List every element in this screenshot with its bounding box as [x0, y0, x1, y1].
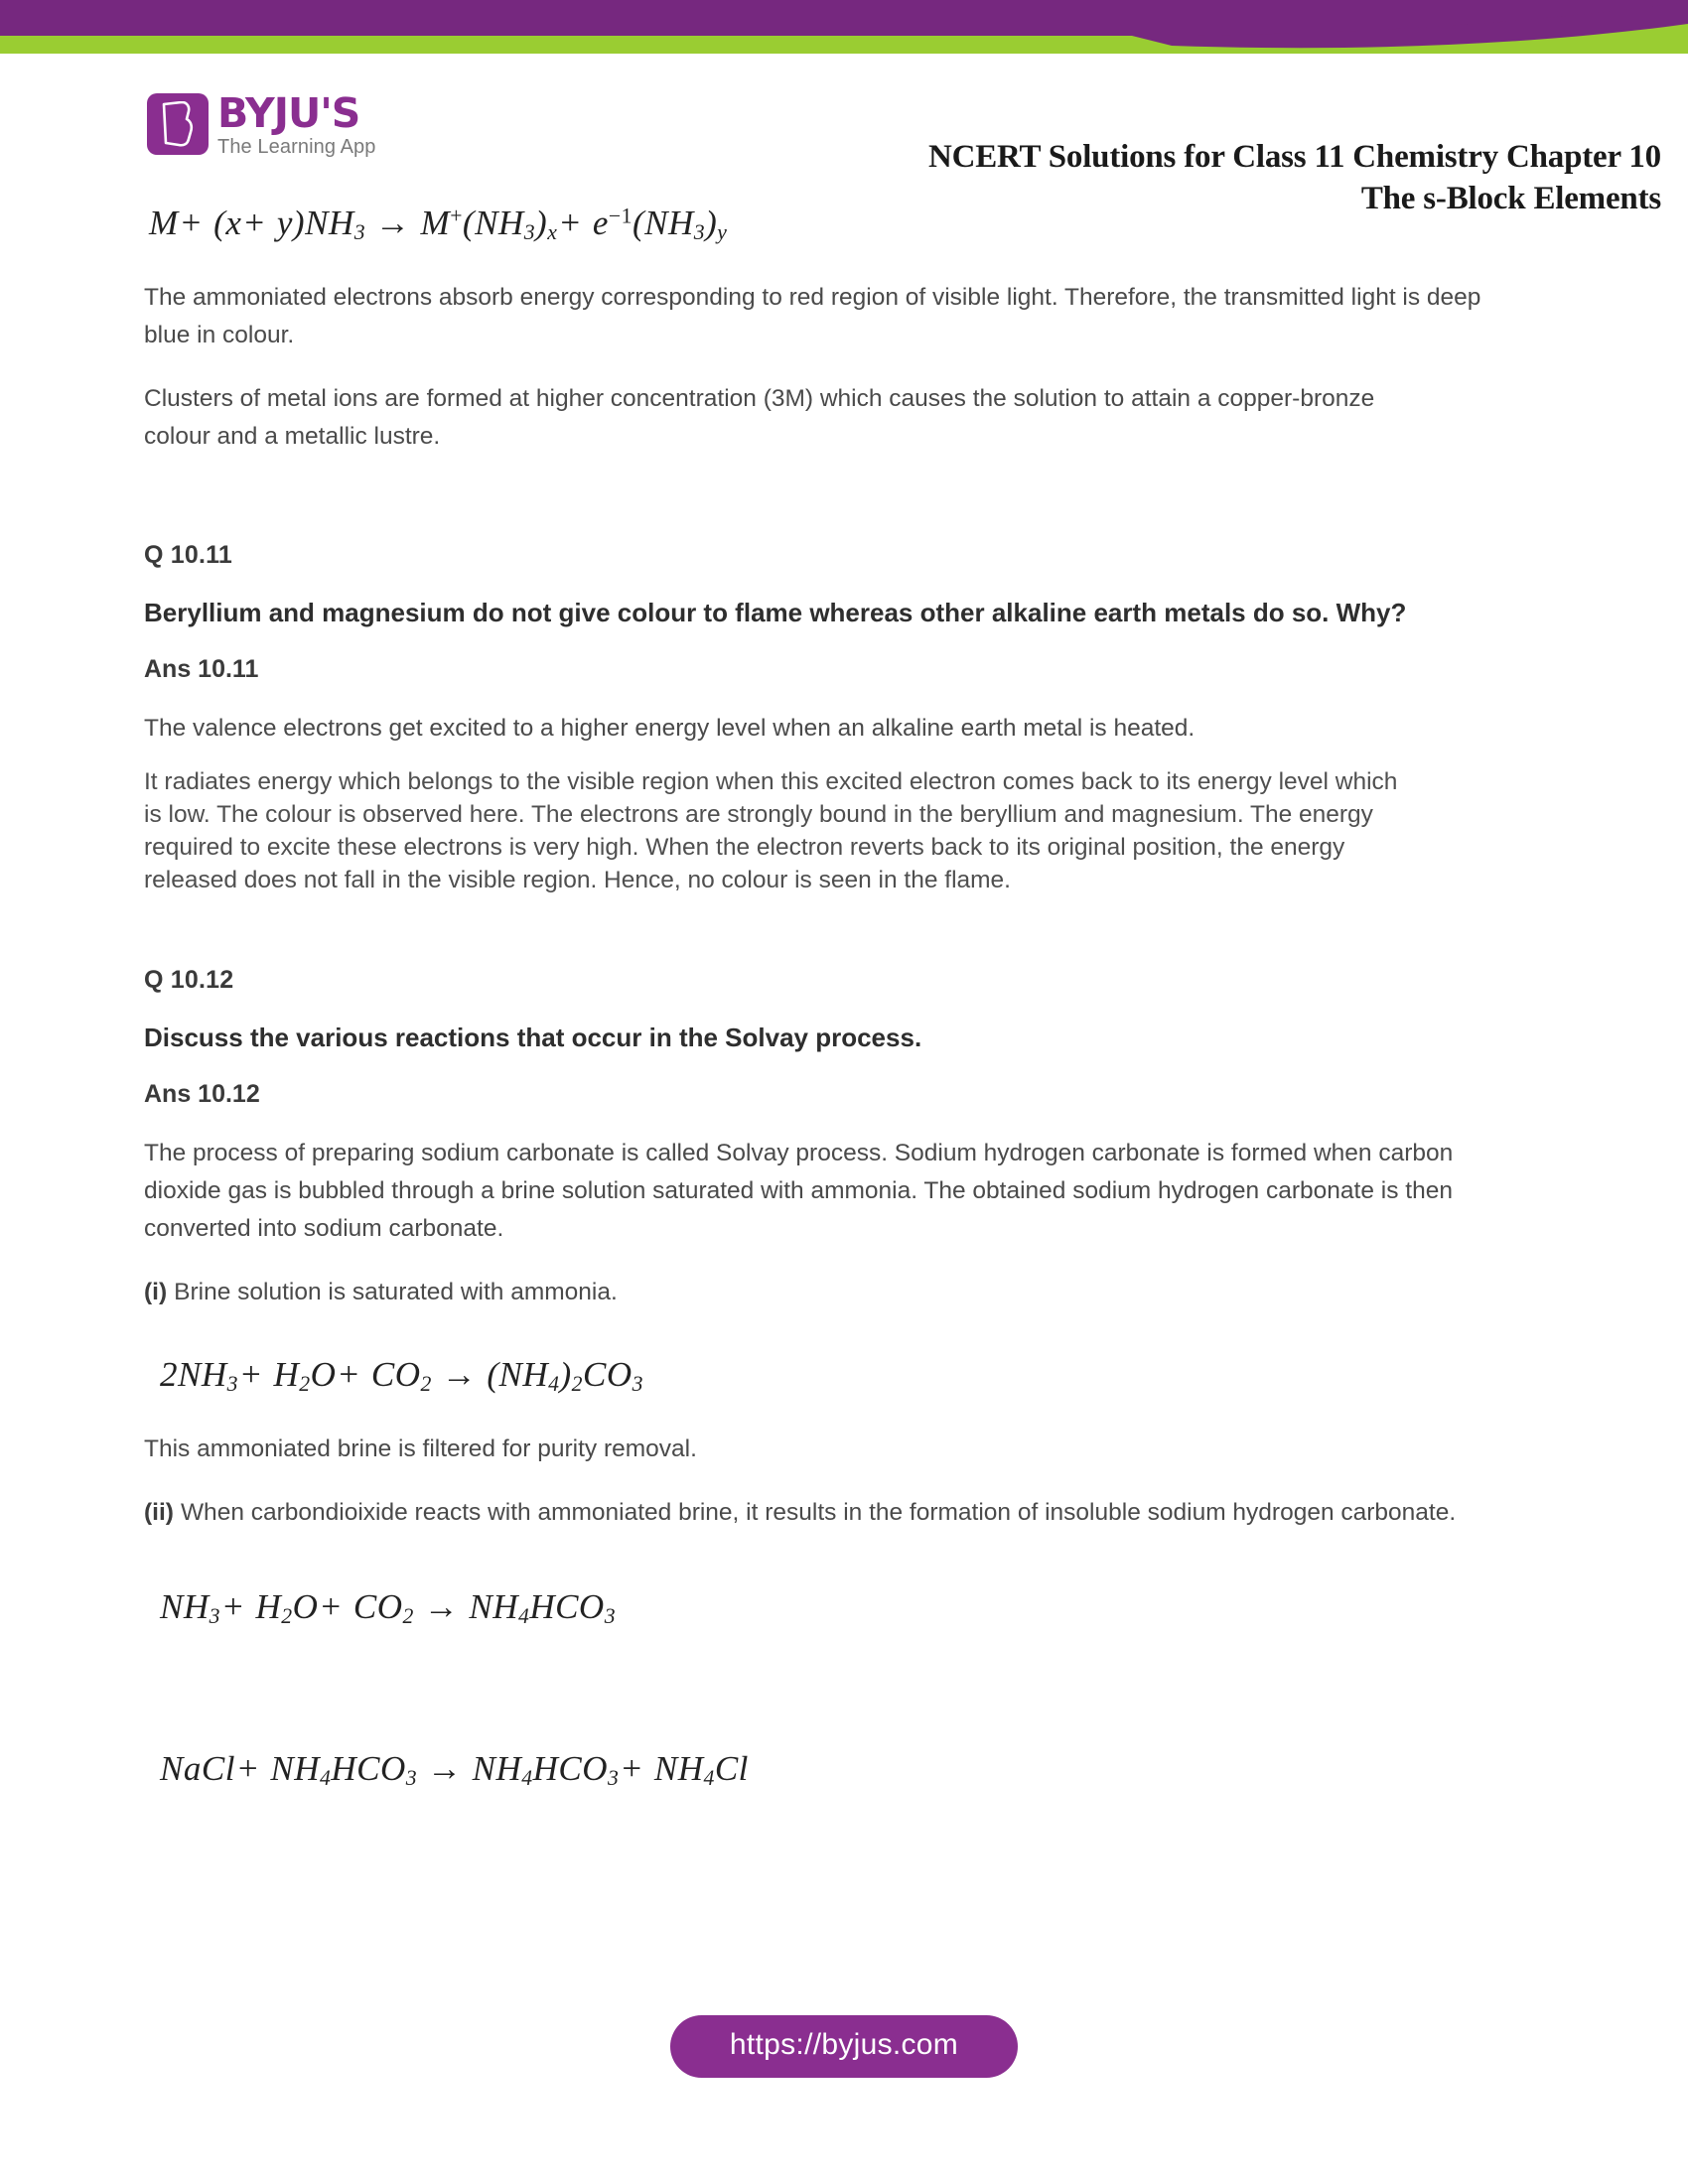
- eq1-e-open: (: [632, 204, 645, 242]
- eq2-nh-sub4: 4: [548, 1372, 560, 1397]
- eq3-nh: NH: [469, 1587, 518, 1627]
- eq1-y: y: [276, 204, 293, 242]
- eq3-hco: HCO: [529, 1587, 605, 1627]
- eq2-o: O: [310, 1355, 337, 1395]
- answer-10-11-paragraph-2: It radiates energy which belongs to the visible region when this excited electron comes back to its energy level which is low. The colour is observed here. The electrons are strongly bound in the beryllium and magnesium. The energy required to excite these electrons is very high. When the electron reverts back to its original position, the energy released does not fall in the visible region. Hence, no colour is seen in the flame.: [144, 768, 1398, 894]
- eq1-e-nh3-sub: 3: [693, 220, 706, 245]
- banner-purple-sweep: [1132, 2, 1688, 48]
- eq4-nh-product-sub4: 4: [521, 1765, 533, 1790]
- equation-2: [160, 1355, 1554, 1397]
- banner-purple-stripe: [0, 0, 1688, 36]
- eq2-plus-2: +: [339, 1355, 359, 1395]
- equation-3: [160, 1587, 1554, 1629]
- eq1-nh3: NH: [305, 204, 354, 242]
- answer-label-10-12: Ans 10.12: [144, 1080, 260, 1109]
- eq3-plus-2: +: [321, 1587, 342, 1627]
- eq3-co-sub: 2: [402, 1604, 414, 1629]
- logo-title: BYJU'S: [217, 89, 360, 137]
- document-body: [144, 204, 1554, 1791]
- eq2-arrow: →: [441, 1355, 478, 1395]
- banner-green-stripe: [0, 0, 1688, 54]
- eq1-r-open: (: [462, 204, 476, 242]
- eq1-e: e: [592, 204, 609, 242]
- eq3-arrow: →: [423, 1587, 460, 1627]
- document-header: [0, 62, 1688, 216]
- eq1-x: x: [225, 204, 242, 242]
- list-marker-i: (i): [144, 1279, 168, 1306]
- eq4-plus-2: +: [622, 1748, 642, 1788]
- list-item-i-text: Brine solution is saturated with ammonia.: [174, 1279, 618, 1306]
- eq4-hco-product-sub3: 3: [608, 1765, 620, 1790]
- eq4-nh-chloride-sub4: 4: [703, 1765, 715, 1790]
- eq1-r-nh3-sub: 3: [523, 220, 536, 245]
- eq2-h-sub: 2: [299, 1372, 311, 1397]
- paragraph-brine-filtered: This ammoniated brine is filtered for purity removal.: [144, 1435, 697, 1463]
- paragraph-metal-ion-clusters: Clusters of metal ions are formed at higher concentration (3M) which causes the solution to attain a copper-bronze colour and a metallic lustre.: [144, 385, 1375, 451]
- eq2-close: ): [559, 1355, 572, 1395]
- eq4-hco: HCO: [331, 1748, 406, 1788]
- eq1-m-charge: +: [450, 204, 463, 228]
- eq2-co: CO: [370, 1355, 421, 1395]
- eq2-plus-1: +: [240, 1355, 262, 1395]
- eq1-plus-1: +: [181, 204, 202, 242]
- eq4-nh-sub4: 4: [320, 1765, 332, 1790]
- byjus-url-button[interactable]: https://byjus.com: [670, 2015, 1018, 2078]
- eq1-plus-2: +: [244, 204, 265, 242]
- list-item-ii: [144, 1494, 1534, 1532]
- page-title-line-2: The s-Block Elements: [1360, 181, 1661, 216]
- eq1-nh3-sub: 3: [353, 220, 366, 245]
- eq1-arrow: →: [375, 204, 411, 242]
- eq3-nh3-sub: 3: [209, 1604, 220, 1629]
- list-marker-ii: (ii): [144, 1499, 174, 1527]
- equation-4: [160, 1749, 1554, 1791]
- eq4-nacl: NaCl: [160, 1748, 235, 1788]
- eq1-paren-close: ): [292, 204, 306, 242]
- list-item-i: [144, 1274, 1554, 1311]
- eq2-coefficient: 2: [160, 1355, 178, 1395]
- question-label-10-11: Q 10.11: [144, 541, 232, 570]
- byjus-b-logo-icon: [147, 93, 209, 155]
- eq4-nh-product: NH: [472, 1748, 522, 1788]
- eq4-hco-sub3: 3: [405, 1765, 418, 1790]
- eq2-sub2: 2: [571, 1372, 583, 1397]
- eq2-nh3: NH: [178, 1355, 227, 1395]
- page-title-line-1: NCERT Solutions for Class 11 Chemistry Chapter 10: [927, 139, 1661, 175]
- paragraph-ammoniated-electrons: The ammoniated electrons absorb energy corresponding to red region of visible light. Therefore, the transmitted light is deep blue in colour.: [144, 284, 1481, 349]
- eq2-nh3-sub: 3: [226, 1372, 238, 1397]
- equation-1: [149, 204, 1554, 245]
- eq2-h: H: [273, 1355, 300, 1395]
- eq4-hco-product: HCO: [532, 1748, 609, 1788]
- eq1-e-charge: −1: [608, 204, 633, 228]
- question-text-10-12: Discuss the various reactions that occur in the Solvay process.: [144, 1023, 922, 1053]
- eq4-nh-chloride: NH: [653, 1748, 704, 1788]
- byjus-logo[interactable]: [147, 89, 376, 158]
- eq4-nh: NH: [270, 1748, 321, 1788]
- eq3-nh-sub4: 4: [517, 1604, 530, 1629]
- answer-10-11-paragraph-1: The valence electrons get excited to a higher energy level when an alkaline earth metal is heated.: [144, 715, 1196, 743]
- eq1-e-nh3: NH: [644, 204, 694, 242]
- eq3-h-sub: 2: [281, 1604, 293, 1629]
- eq3-hco-sub3: 3: [604, 1604, 617, 1629]
- eq2-co-sub: 2: [420, 1372, 432, 1397]
- question-text-10-11: Beryllium and magnesium do not give colour to flame whereas other alkaline earth metals do so. Why?: [144, 598, 1407, 628]
- eq1-e-close: ): [705, 204, 718, 242]
- eq3-plus-1: +: [222, 1587, 244, 1627]
- eq4-plus-1: +: [237, 1748, 259, 1788]
- page-footer: [0, 2015, 1688, 2078]
- eq3-nh3: NH: [160, 1587, 210, 1627]
- answer-10-12-paragraph-1: The process of preparing sodium carbonate is called Solvay process. Sodium hydrogen carbonate is formed when carbon dioxide gas is bubbled through a brine solution saturated with ammonia. The obtained sodium hydrogen carbonate is then converted into sodium carbonate.: [144, 1140, 1454, 1243]
- eq1-e-sub-y: y: [717, 220, 728, 245]
- eq1-plus-3: +: [560, 204, 581, 242]
- eq3-h: H: [255, 1587, 282, 1627]
- logo-subtitle: The Learning App: [217, 136, 376, 158]
- eq1-paren-open: (: [213, 204, 226, 242]
- eq1-m-ion: M: [420, 204, 451, 242]
- eq1-r-close: ): [535, 204, 548, 242]
- eq1-r-sub-x: x: [547, 220, 558, 245]
- eq1-r-nh3: NH: [475, 204, 524, 242]
- eq2-nh: NH: [498, 1355, 549, 1395]
- eq3-co: CO: [352, 1587, 403, 1627]
- eq4-cl: Cl: [714, 1748, 749, 1788]
- eq4-arrow: →: [427, 1748, 463, 1788]
- eq3-o: O: [292, 1587, 319, 1627]
- eq1-m: M: [149, 204, 179, 242]
- eq2-open: (: [487, 1355, 499, 1395]
- page-banner: [0, 0, 1688, 62]
- list-item-ii-text: When carbondioixide reacts with ammoniated brine, it results in the formation of insoluble sodium hydrogen carbonate.: [180, 1499, 1457, 1527]
- question-label-10-12: Q 10.12: [144, 966, 234, 995]
- eq2-co-sub3: 3: [632, 1372, 643, 1397]
- eq2-co-product: CO: [582, 1355, 633, 1395]
- answer-label-10-11: Ans 10.11: [144, 655, 259, 684]
